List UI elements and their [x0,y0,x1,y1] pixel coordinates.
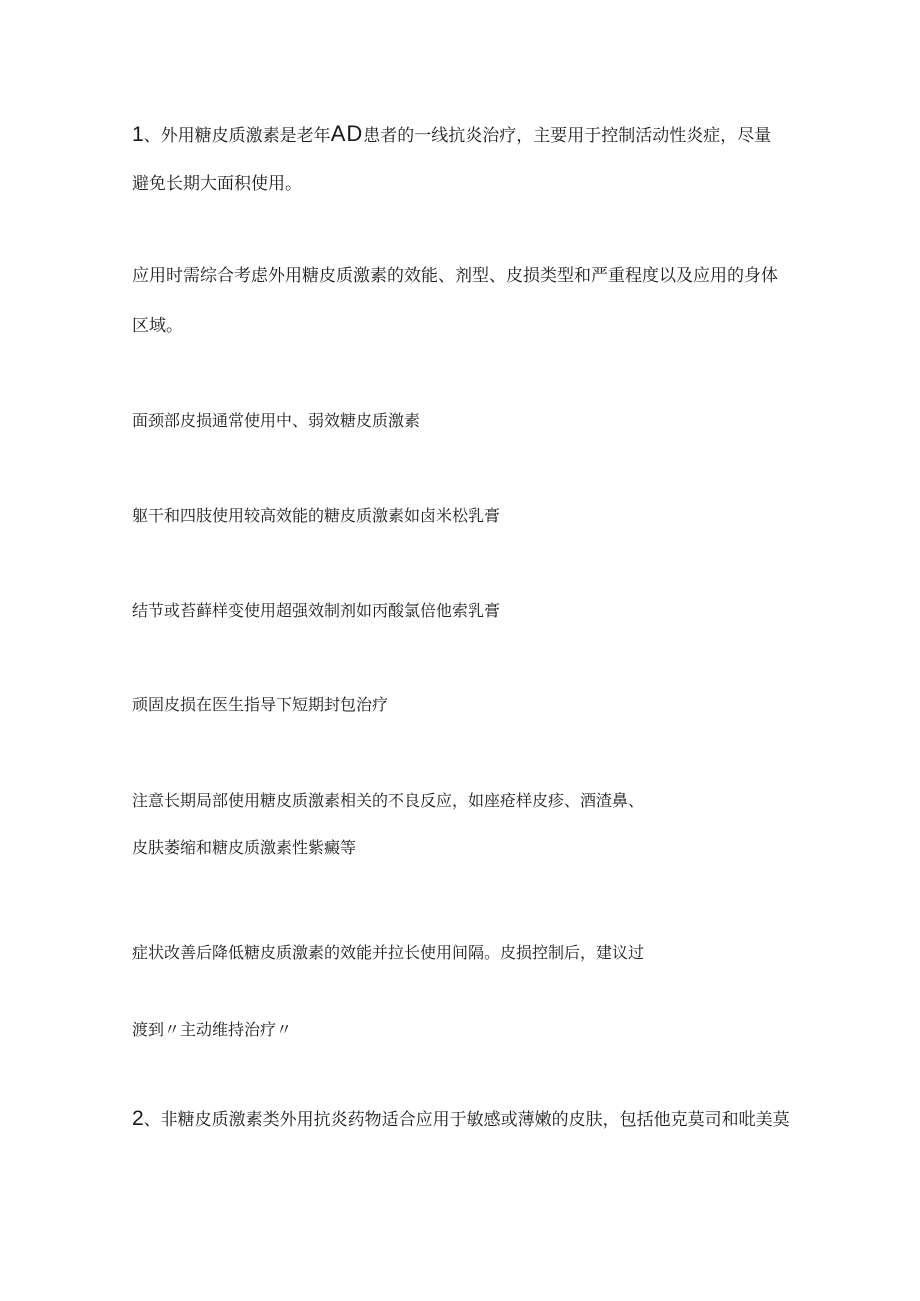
paragraph-6: 顽固皮损在医生指导下短期封包治疗 [132,695,389,714]
paragraph-9-line-1 [132,1108,790,1131]
paragraph-1-text-a: 、外用糖皮质激素是老年 [143,126,331,146]
paragraph-2-line-2: 区域。 [132,316,183,336]
paragraph-8-line-2: 渡到〃主动维持治疗〃 [132,1020,293,1039]
paragraph-4: 躯干和四肢使用较高效能的糖皮质激素如卤米松乳膏 [132,506,501,525]
paragraph-7-line-1: 注意长期局部使用糖皮质激素相关的不良反应，如座疮样皮疹、酒渣鼻、 [132,791,645,810]
paragraph-5: 结节或苔藓样变使用超强效制剂如丙酸氯倍他索乳膏 [132,601,501,620]
paragraph-2-line-1: 应用时需综合考虑外用糖皮质激素的效能、剂型、皮损类型和严重程度以及应用的身体 [132,266,778,286]
paragraph-1-line-2: 避免长期大面积使用。 [132,174,302,194]
abbreviation-ad: AD [330,121,364,146]
paragraph-1-line-1 [132,123,771,147]
paragraph-8-line-1: 症状改善后降低糖皮质激素的效能并拉长使用间隔。皮损控制后，建议过 [132,943,645,962]
paragraph-9-text: 、非糖皮质激素类外用抗炎药物适合应用于敏感或薄嫩的皮肤，包括他克莫司和吡美莫 [143,1110,790,1130]
paragraph-1-text-b: 患者的一线抗炎治疗，主要用于控制活动性炎症，尽量 [363,126,772,146]
item-number-2: 2 [132,1107,144,1130]
item-number-1: 1 [132,123,144,146]
paragraph-3: 面颈部皮损通常使用中、弱效糖皮质激素 [132,411,421,430]
paragraph-7-line-2: 皮肤萎缩和糖皮质激素性紫癜等 [132,838,357,857]
